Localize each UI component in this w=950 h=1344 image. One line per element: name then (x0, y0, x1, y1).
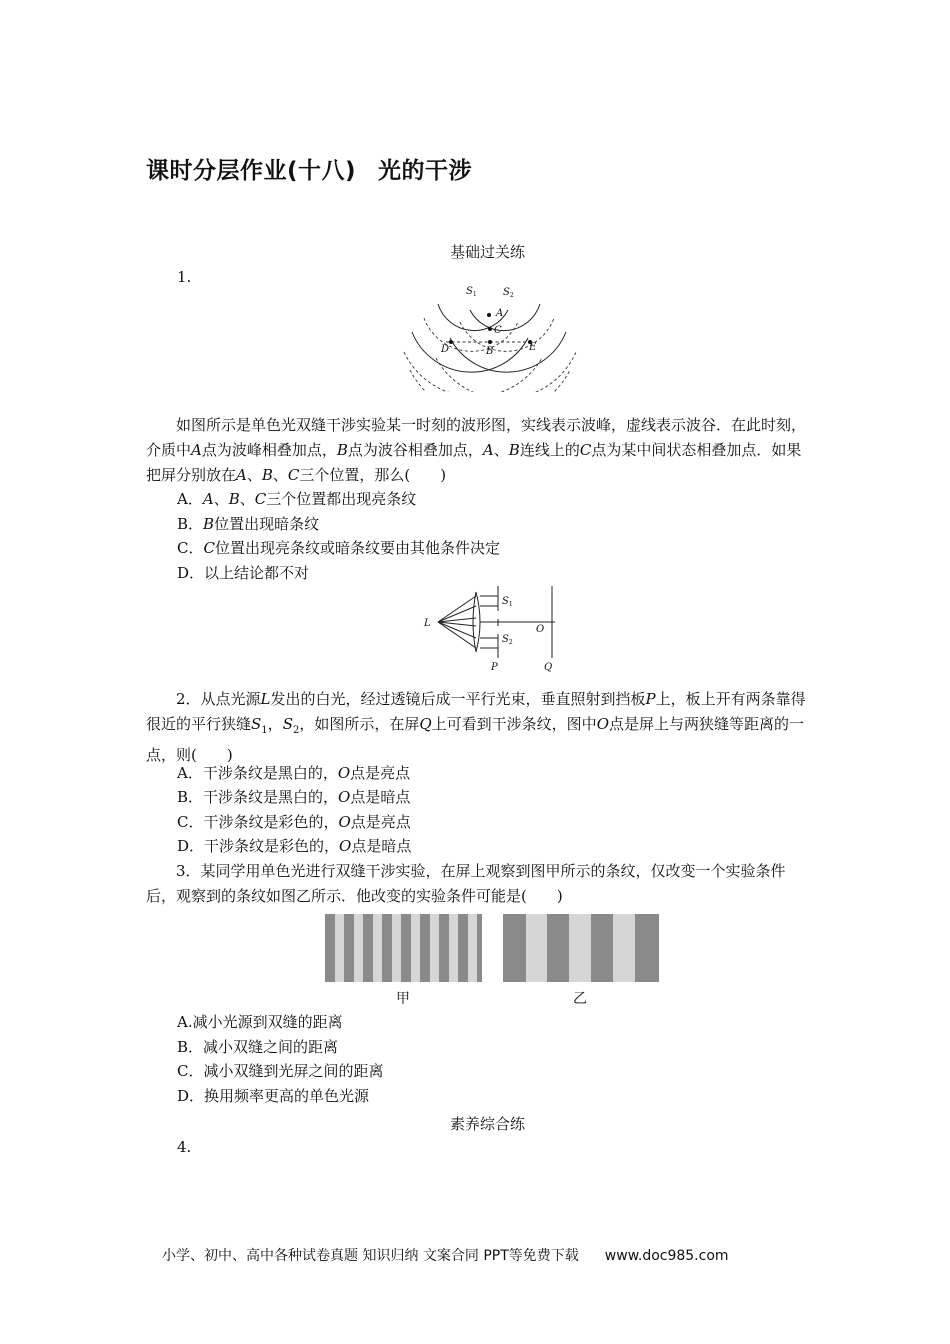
q1-option-d[interactable]: D．以上结论都不对 (177, 564, 310, 582)
footer-text: 小学、初中、高中各种试卷真题 知识归纳 文案合同 PPT等免费下载 (162, 1248, 579, 1264)
q4-number: 4. (177, 1138, 192, 1156)
q1-option-a[interactable]: A．A、B、C三个位置都出现亮条纹 (177, 490, 417, 508)
fringe-jia (325, 914, 482, 982)
q2-label-s2: $S_2$ (502, 634, 513, 646)
q2-stem: 2．从点光源L发出的白光，经过透镜后成一平行光束，垂直照射到挡板P上，板上开有两条靠得很近的平行狭缝$S_1$，$S_2$，如图所示，在屏Q上可看到干涉条纹，图中O点是屏上与两狭缝等距离的一点，则( ) (146, 690, 806, 764)
q1-label-d: D (441, 344, 450, 355)
q1-label-a: A (496, 308, 504, 319)
q2-label-p: P (491, 662, 498, 673)
q1-option-c[interactable]: C．C位置出现亮条纹或暗条纹要由其他条件决定 (177, 539, 500, 557)
title-main: 课时分层作业(十八) (146, 158, 357, 184)
q1-label-c: C (494, 325, 502, 336)
footer-url[interactable]: www.doc985.com (604, 1248, 729, 1264)
q2-option-a[interactable]: A．干涉条纹是黑白的，O点是亮点 (177, 764, 411, 782)
q3-stem: 3．某同学用单色光进行双缝干涉实验，在屏上观察到图甲所示的条纹，仅改变一个实验条件后，观察到的条纹如图乙所示．他改变的实验条件可能是( ) (146, 862, 786, 905)
section-comprehensive: 素养综合练 (450, 1115, 526, 1133)
q3-option-a[interactable]: A.减小光源到双缝的距离 (177, 1013, 343, 1031)
q3-option-c[interactable]: C．减小双缝到光屏之间的距离 (177, 1062, 384, 1080)
q3-label-jia: 甲 (396, 991, 410, 1007)
page-footer (162, 1245, 729, 1265)
q2-label-s1: $S_1$ (502, 596, 513, 608)
title-sub: 光的干涉 (378, 158, 473, 184)
q3-fringe-figure (325, 914, 660, 984)
q2-option-c[interactable]: C．干涉条纹是彩色的，O点是亮点 (177, 813, 411, 831)
q2-option-d[interactable]: D．干涉条纹是彩色的，O点是暗点 (177, 837, 412, 855)
q3-label-yi: 乙 (573, 991, 587, 1007)
q2-slit-figure (420, 582, 565, 674)
q1-label-s1: $S_1$ (466, 286, 477, 298)
section-basic: 基础过关练 (450, 243, 526, 261)
q2-label-q: Q (544, 662, 553, 673)
q1-stem: 如图所示是单色光双缝干涉实验某一时刻的波形图，实线表示波峰，虚线表示波谷．在此时刻，介质中A点为波峰相叠加点，B点为波谷相叠加点，A、B连线上的C点为某中间状态相叠加点．如果把屏分别放在A、B、C三个位置，那么( ) (146, 416, 807, 484)
q3-option-d[interactable]: D．换用频率更高的单色光源 (177, 1087, 370, 1105)
q1-option-b[interactable]: B．B位置出现暗条纹 (177, 515, 320, 533)
fringe-yi (503, 914, 659, 982)
q1-number: 1. (177, 268, 192, 286)
q3-option-b[interactable]: B．减小双缝之间的距离 (177, 1038, 339, 1056)
q1-wave-figure (400, 282, 580, 392)
q1-label-b: B (486, 346, 494, 357)
q2-label-o: O (536, 624, 545, 635)
q1-label-s2: $S_2$ (503, 287, 514, 299)
q2-label-l: L (424, 618, 431, 629)
q1-label-e: E (529, 342, 537, 353)
page-title (146, 152, 472, 185)
q2-option-b[interactable]: B．干涉条纹是黑白的，O点是暗点 (177, 788, 411, 806)
